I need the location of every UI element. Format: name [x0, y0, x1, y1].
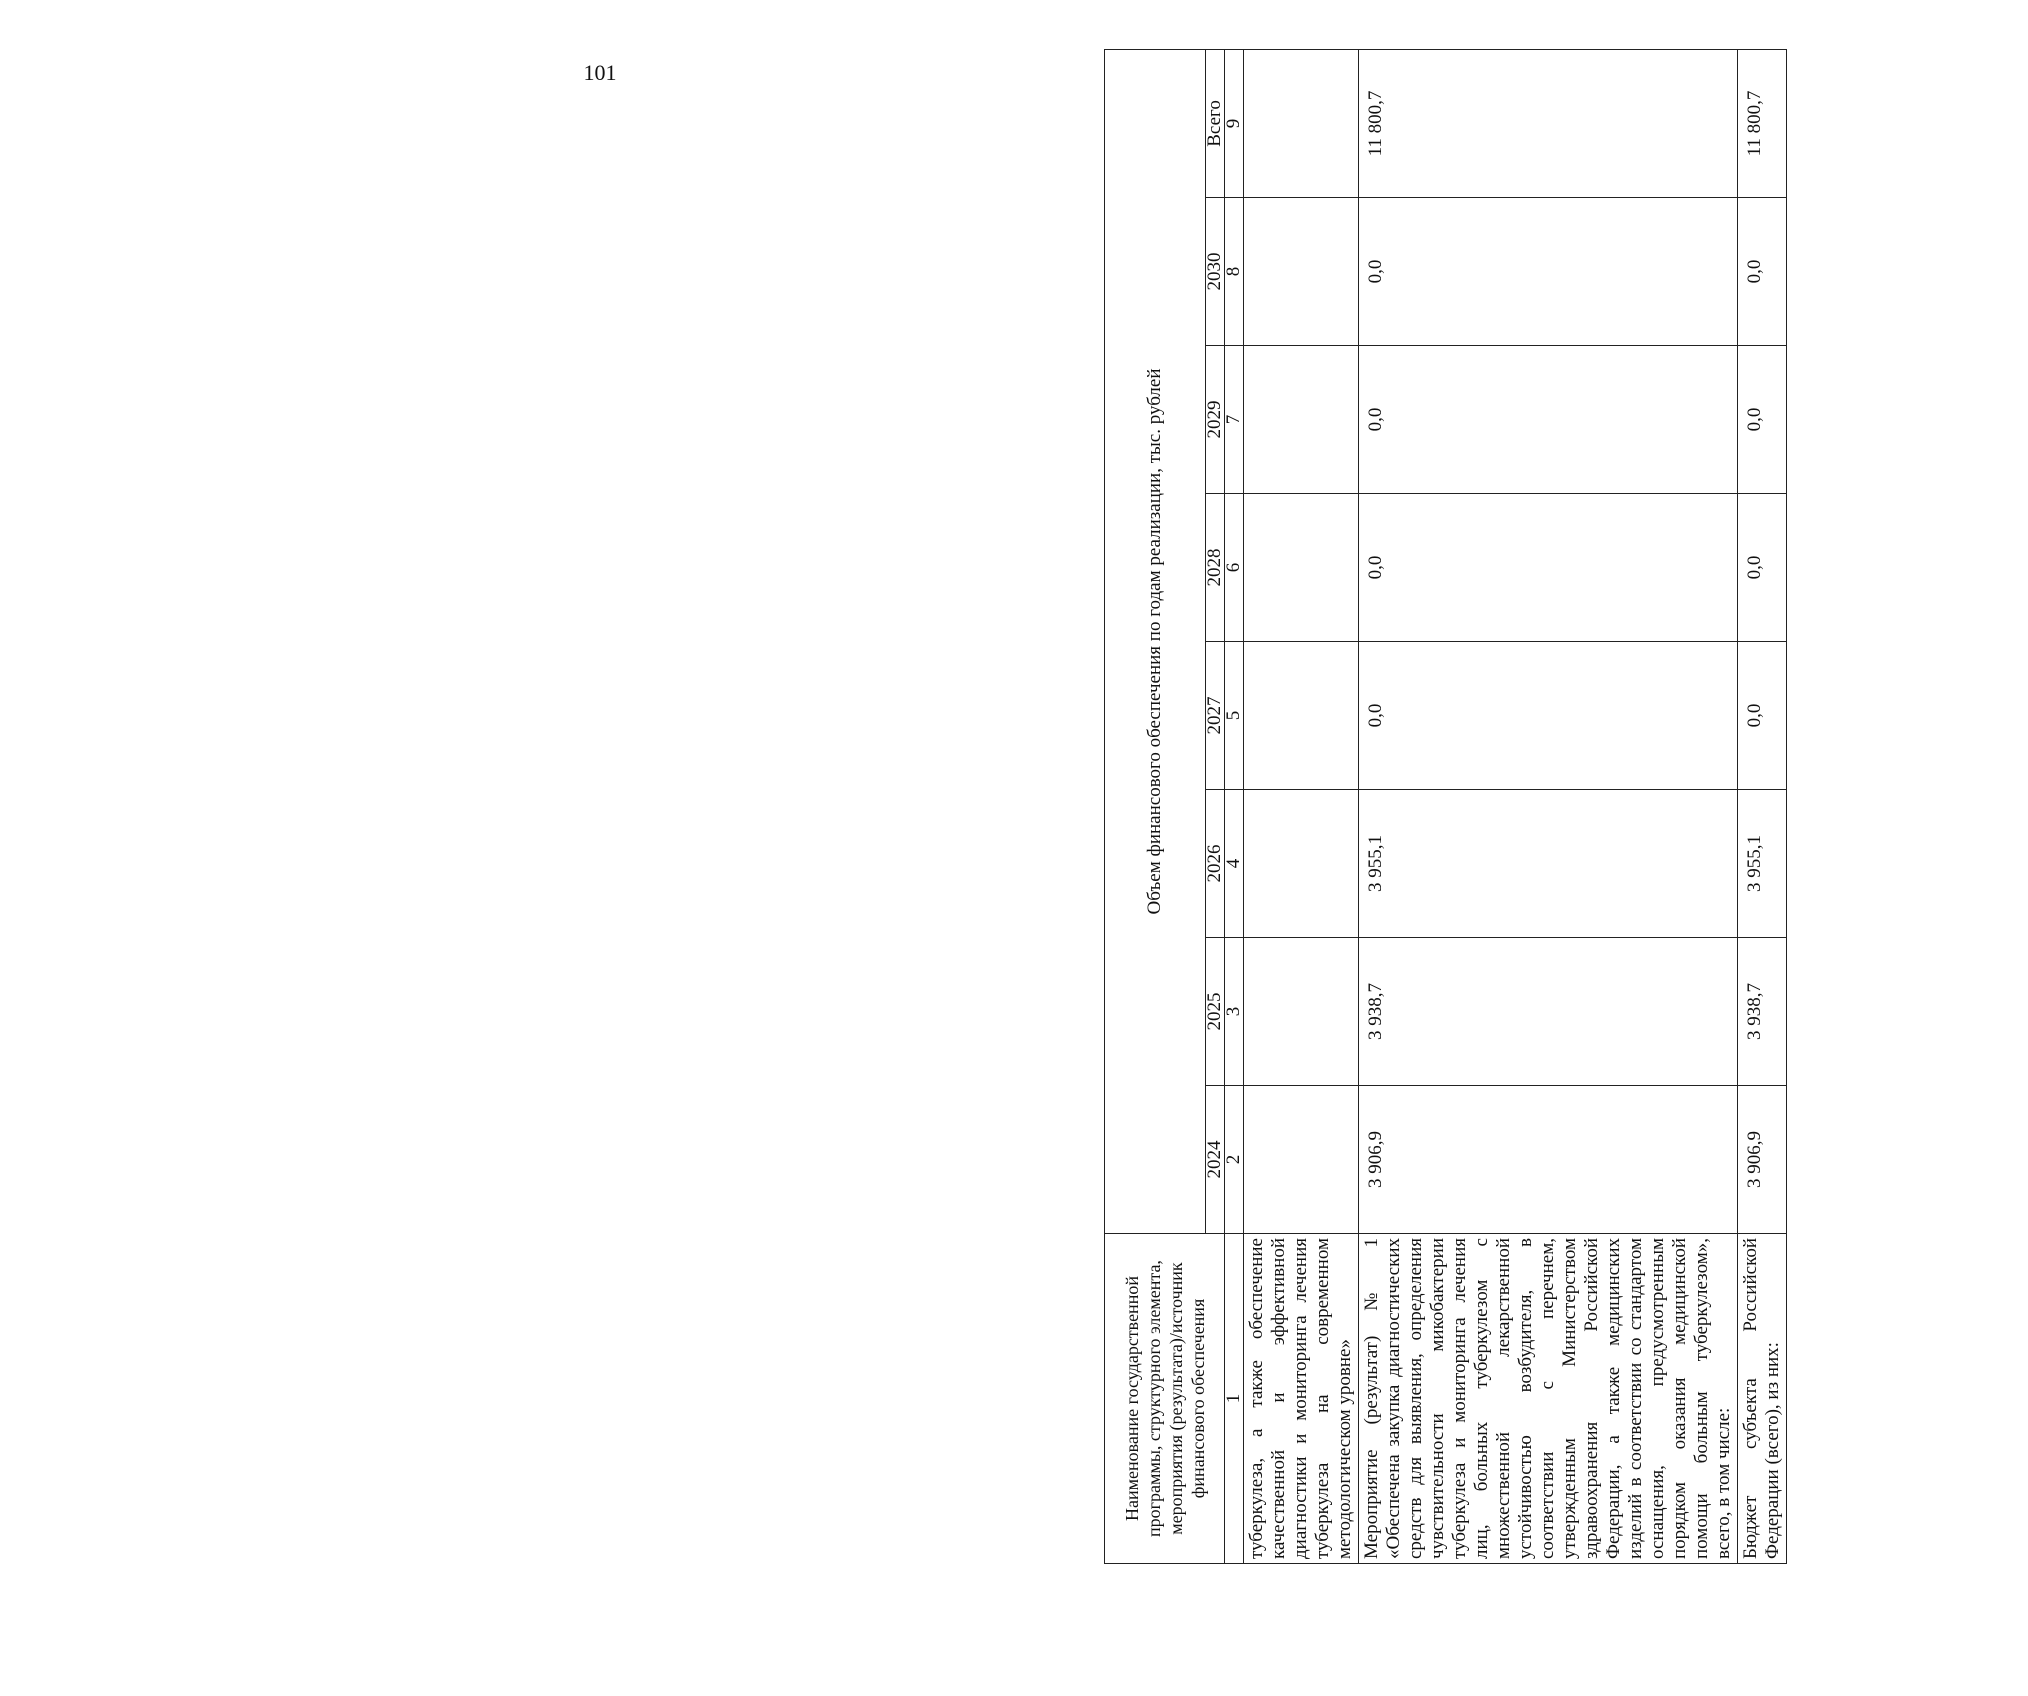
value-cell-total: 11 800,7: [1738, 49, 1787, 197]
column-number: 1: [1225, 1234, 1244, 1564]
value-cell: 0,0: [1359, 198, 1738, 346]
page-number: 101: [583, 60, 617, 85]
value-cell: 3 906,9: [1738, 1086, 1787, 1234]
value-cell: [1244, 198, 1359, 346]
row-name-cell: Бюджет субъекта Российской Федерации (всего), из них:: [1738, 1234, 1787, 1564]
value-cell: 0,0: [1738, 642, 1787, 790]
value-cell: 3 955,1: [1359, 790, 1738, 938]
header-name-cell: Наименование государственной программы, структурного элемента, мероприятия (результата)/источник финансового обеспечения: [1105, 1234, 1225, 1564]
value-cell-total: 11 800,7: [1359, 49, 1738, 197]
column-number: 5: [1225, 642, 1244, 790]
value-cell: [1244, 938, 1359, 1086]
header-year-2028: 2028: [1206, 494, 1225, 642]
value-cell: [1244, 346, 1359, 494]
value-cell: [1244, 1086, 1359, 1234]
header-year-2025: 2025: [1206, 938, 1225, 1086]
value-cell: 3 938,7: [1359, 938, 1738, 1086]
table-row: [1359, 49, 1738, 1563]
header-total: Всего: [1206, 49, 1225, 197]
header-funding-volume: Объем финансового обеспечения по годам реализации, тыс. рублей: [1105, 49, 1206, 1233]
column-number: 7: [1225, 346, 1244, 494]
rotated-landscape-page: [1104, 90, 2028, 1564]
column-number: 4: [1225, 790, 1244, 938]
column-number: 6: [1225, 494, 1244, 642]
value-cell: [1244, 790, 1359, 938]
table-row: [1244, 49, 1359, 1563]
header-year-2024: 2024: [1206, 1086, 1225, 1234]
value-cell: 3 938,7: [1738, 938, 1787, 1086]
value-cell: 0,0: [1738, 198, 1787, 346]
column-number: 3: [1225, 938, 1244, 1086]
header-row-group: [1105, 49, 1206, 1563]
value-cell: [1244, 642, 1359, 790]
value-cell: 0,0: [1738, 494, 1787, 642]
table-row: [1738, 49, 1787, 1563]
value-cell-total: [1244, 49, 1359, 197]
row-name-cell: туберкулеза, а также обеспечение качественной и эффективной диагностики и мониторинга лечения туберкулеза на современном методологическом уровне»: [1244, 1234, 1359, 1564]
budget-table: [1104, 49, 1787, 1564]
value-cell: 0,0: [1359, 494, 1738, 642]
header-year-2027: 2027: [1206, 642, 1225, 790]
column-number: 8: [1225, 198, 1244, 346]
value-cell: 3 955,1: [1738, 790, 1787, 938]
value-cell: [1244, 494, 1359, 642]
header-year-2030: 2030: [1206, 198, 1225, 346]
column-number: 2: [1225, 1086, 1244, 1234]
value-cell: 0,0: [1359, 346, 1738, 494]
header-year-2029: 2029: [1206, 346, 1225, 494]
header-year-2026: 2026: [1206, 790, 1225, 938]
column-number-row: [1225, 49, 1244, 1563]
row-name-cell: Мероприятие (результат) № 1 «Обеспечена закупка диагностических средств для выявления, определения чувствительности микобактерии туберкулеза и мониторинга лечения лиц, больных туберкулезом с множественной лекарственной устойчивостью возбудителя, в соответствии с перечнем, утвержденным Министерством здравоохранения Российской Федерации, а также медицинских изделий в соответствии со стандартом оснащения, предусмотренным порядком оказания медицинской помощи больным туберкулезом», всего, в том числе:: [1359, 1234, 1738, 1564]
value-cell: 3 906,9: [1359, 1086, 1738, 1234]
value-cell: 0,0: [1738, 346, 1787, 494]
value-cell: 0,0: [1359, 642, 1738, 790]
column-number: 9: [1225, 49, 1244, 197]
